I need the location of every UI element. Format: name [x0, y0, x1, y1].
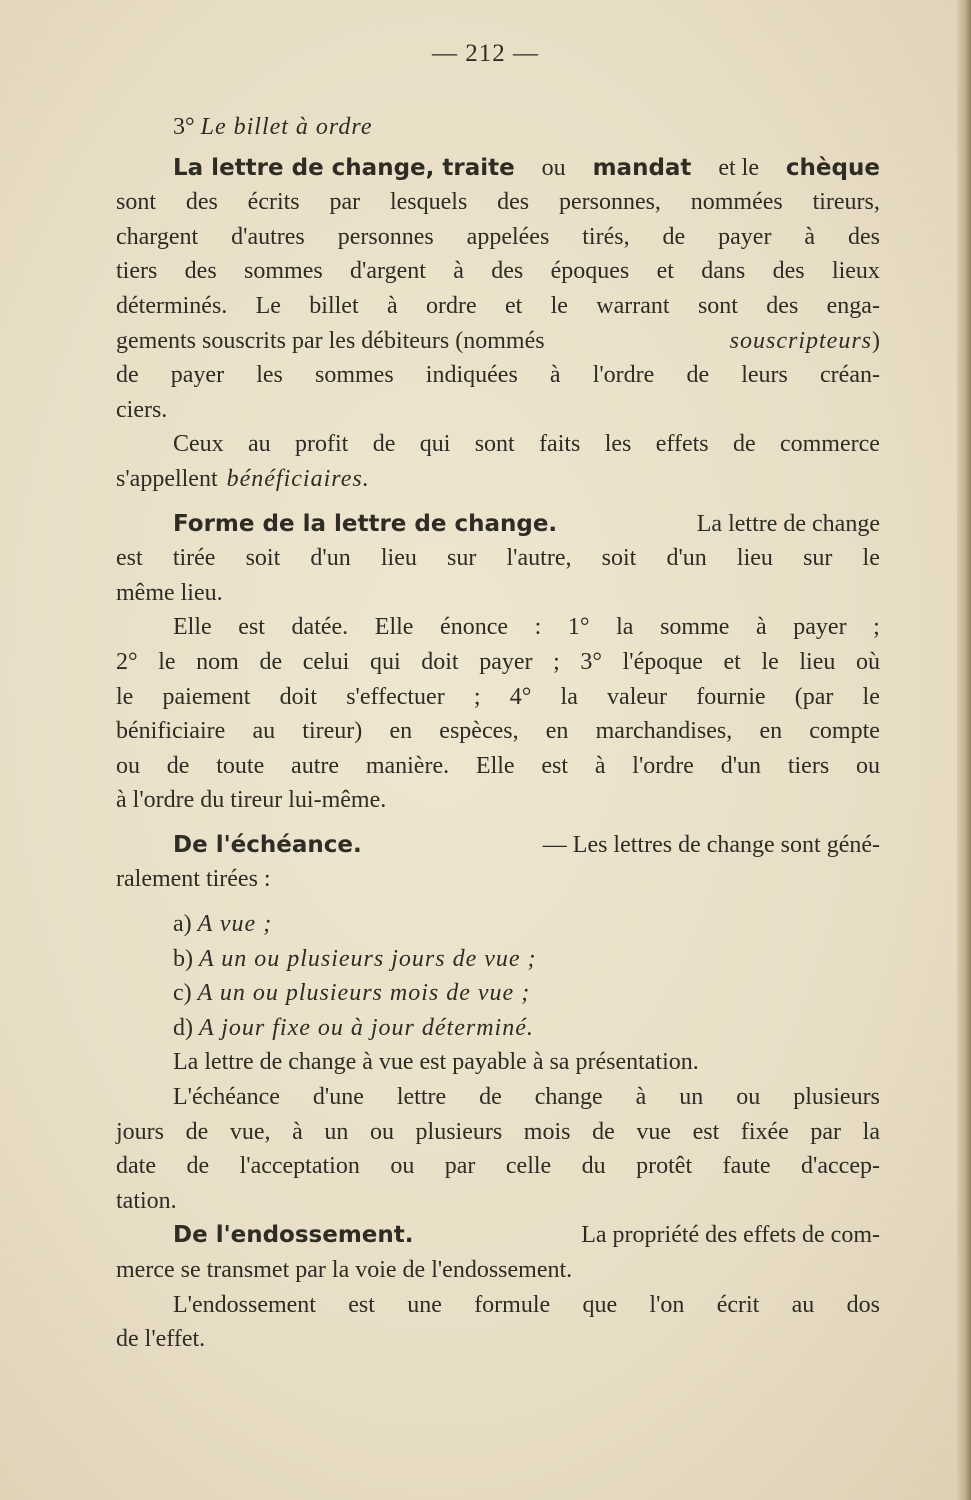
paragraph-line: L'échéance d'une lettre de change à un ou plusieurs: [173, 1084, 880, 1111]
paragraph-line: gements souscrits par les débiteurs (nommés souscripteurs): [116, 327, 880, 354]
list-item: a) A vue ;: [173, 911, 273, 938]
paragraph-line: La lettre de change, traite ou mandat et le chèque: [173, 154, 880, 181]
paragraph-line: déterminés. Le billet à ordre et le warrant sont des enga-: [116, 292, 880, 319]
body-text: [116, 110, 880, 1357]
paragraph-line: sont des écrits par lesquels des personnes, nommées tireurs,: [116, 189, 880, 216]
section-heading: 3° Le billet à ordre: [173, 114, 373, 140]
list-item: d) A jour fixe ou à jour déterminé.: [173, 1014, 534, 1041]
page-edge: [957, 0, 971, 1500]
paragraph-line: merce se transmet par la voie de l'endossement.: [116, 1257, 573, 1283]
list-item: c) A un ou plusieurs mois de vue ;: [173, 980, 531, 1007]
paragraph-line: chargent d'autres personnes appelées tirés, de payer à des: [116, 223, 880, 250]
paragraph-line: ralement tirées :: [116, 866, 271, 893]
list-item: b) A un ou plusieurs jours de vue ;: [173, 945, 537, 972]
paragraph-line: De l'échéance. — Les lettres de change sont géné-: [173, 831, 880, 858]
paragraph-line: tiers des sommes d'argent à des époques et dans des lieux: [116, 258, 880, 285]
paragraph-line: 2° le nom de celui qui doit payer ; 3° l'époque et le lieu où: [116, 648, 880, 675]
paragraph-line: Elle est datée. Elle énonce : 1° la somme à payer ;: [173, 614, 880, 641]
paragraph-line: de l'effet.: [116, 1326, 206, 1353]
paragraph-line: La lettre de change à vue est payable à sa présentation.: [173, 1049, 699, 1076]
paragraph-line: Ceux au profit de qui sont faits les effets de commerce: [173, 431, 880, 458]
page-number: — 212 —: [432, 40, 539, 67]
paragraph-line: même lieu.: [116, 579, 223, 606]
paragraph-line: L'endossement est une formule que l'on écrit au dos: [173, 1291, 880, 1318]
paragraph-line: s'appellent bénéficiaires.: [116, 465, 370, 492]
paragraph-line: Forme de la lettre de change. La lettre de change: [173, 510, 880, 537]
paragraph-line: jours de vue, à un ou plusieurs mois de vue est fixée par la: [116, 1118, 880, 1145]
paragraph-line: ou de toute autre manière. Elle est à l'ordre d'un tiers ou: [116, 752, 880, 779]
paragraph-line: à l'ordre du tireur lui-même.: [116, 787, 387, 814]
paragraph-line: date de l'acceptation ou par celle du protêt faute d'accep-: [116, 1153, 880, 1180]
paragraph-line: De l'endossement. La propriété des effets de com-: [173, 1222, 880, 1249]
paragraph-line: bénificiaire au tireur) en espèces, en marchandises, en compte: [116, 718, 880, 745]
paragraph-line: est tirée soit d'un lieu sur l'autre, soit d'un lieu sur le: [116, 545, 880, 572]
paragraph-line: le paiement doit s'effectuer ; 4° la valeur fournie (par le: [116, 683, 880, 710]
paragraph-line: tation.: [116, 1187, 177, 1214]
paragraph-line: de payer les sommes indiquées à l'ordre de leurs créan-: [116, 362, 880, 389]
paragraph-line: ciers.: [116, 396, 168, 423]
